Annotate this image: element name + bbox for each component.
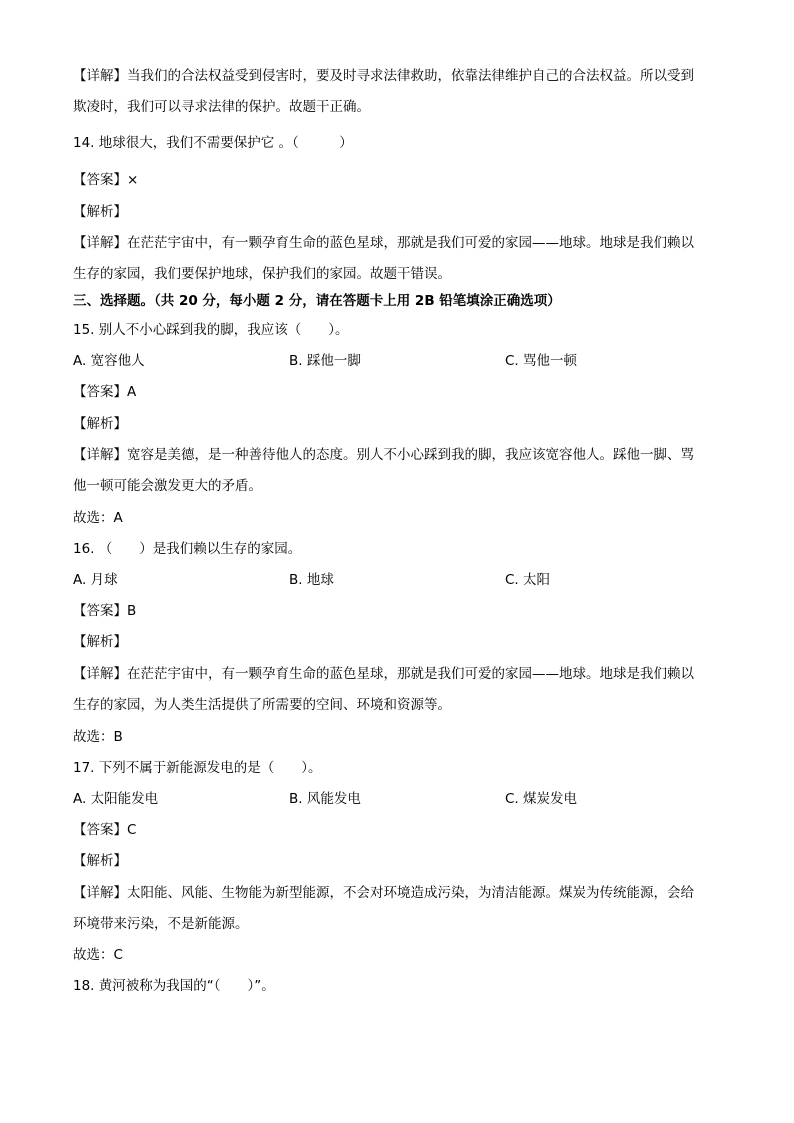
question-18: 18. 黄河被称为我国的“（ ）”。 — [73, 978, 275, 994]
answer-line: 【答案】B — [73, 603, 137, 619]
choice-line: 故选：C — [73, 947, 123, 963]
choice-line: 故选：B — [73, 729, 123, 745]
analysis-label: 【解析】 — [73, 634, 127, 650]
q15-option-c: C. 骂他一顿 — [505, 353, 578, 369]
q16-option-c: C. 太阳 — [505, 572, 551, 588]
explanation-line: 环境带来污染，不是新能源。 — [73, 916, 249, 932]
q17-option-a: A. 太阳能发电 — [73, 791, 159, 807]
q15-option-a: A. 宽容他人 — [73, 353, 145, 369]
explanation-line: 生存的家园，为人类生活提供了所需要的空间、环境和资源等。 — [73, 697, 451, 713]
q17-option-b: B. 风能发电 — [289, 791, 361, 807]
answer-line: 【答案】C — [73, 822, 137, 838]
question-14: 14. 地球很大，我们不需要保护它 。（ ） — [73, 135, 353, 151]
q16-option-a: A. 月球 — [73, 572, 118, 588]
explanation-line: 生存的家园，我们要保护地球，保护我们的家园。故题干错误。 — [73, 266, 451, 282]
q17-option-c: C. 煤炭发电 — [505, 791, 578, 807]
choice-line: 故选：A — [73, 510, 123, 526]
explanation-line: 他一顿可能会激发更大的矛盾。 — [73, 478, 262, 494]
question-16: 16. （ ）是我们赖以生存的家园。 — [73, 541, 302, 557]
explanation-line: 欺凌时，我们可以寻求法律的保护。故题干正确。 — [73, 99, 370, 115]
explanation-line: 【详解】在茫茫宇宙中，有一颗孕育生命的蓝色星球，那就是我们可爱的家园——地球。地球是我们赖以 — [73, 666, 694, 682]
analysis-label: 【解析】 — [73, 416, 127, 432]
q15-option-b: B. 踩他一脚 — [289, 353, 361, 369]
analysis-label: 【解析】 — [73, 204, 127, 220]
answer-line: 【答案】× — [73, 172, 139, 188]
explanation-line: 【详解】当我们的合法权益受到侵害时，要及时寻求法律救助，依靠法律维护自己的合法权益。所以受到 — [73, 68, 694, 84]
section-heading: 三、选择题。（共 20 分，每小题 2 分，请在答题卡上用 2B 铅笔填涂正确选项） — [73, 293, 561, 309]
answer-line: 【答案】A — [73, 384, 137, 400]
analysis-label: 【解析】 — [73, 853, 127, 869]
question-15: 15. 别人不小心踩到我的脚，我应该（ ）。 — [73, 322, 349, 338]
explanation-line: 【详解】太阳能、风能、生物能为新型能源，不会对环境造成污染，为清洁能源。煤炭为传统能源，会给 — [73, 885, 694, 901]
q16-option-b: B. 地球 — [289, 572, 334, 588]
question-17: 17. 下列不属于新能源发电的是（ ）。 — [73, 760, 322, 776]
explanation-line: 【详解】在茫茫宇宙中，有一颗孕育生命的蓝色星球，那就是我们可爱的家园——地球。地球是我们赖以 — [73, 235, 694, 251]
explanation-line: 【详解】宽容是美德，是一种善待他人的态度。别人不小心踩到我的脚，我应该宽容他人。踩他一脚、骂 — [73, 447, 694, 463]
